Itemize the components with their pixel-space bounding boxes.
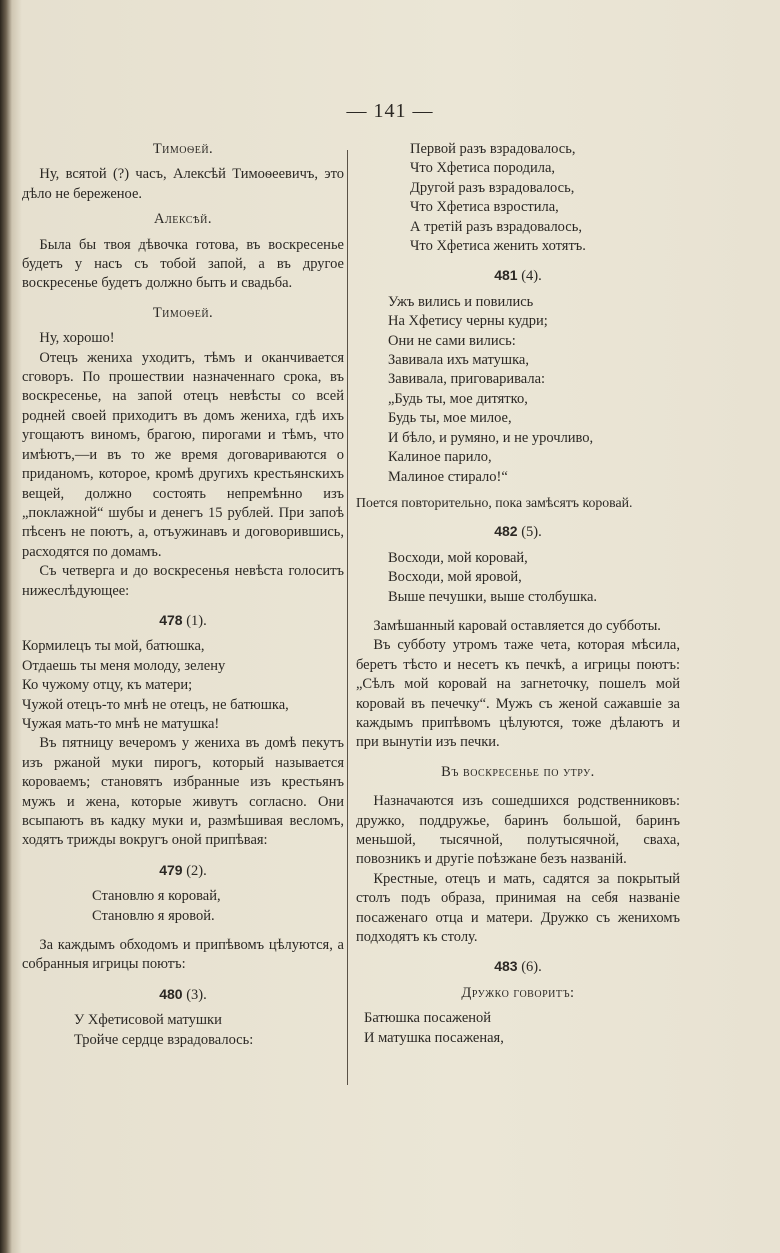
page-number: — 141 — <box>346 100 434 122</box>
verse <box>22 887 344 926</box>
paragraph: Назначаются изъ сошедшихся родственниковъ: дружко, поддружье, баринъ большой, баринъ меньшой, тысячной, полутысячной, сваха, повозникъ и другіе поѣзжане безъ названій. <box>356 793 680 868</box>
speaker-heading: Дружко говоритъ: <box>461 984 575 1001</box>
song-number-sub: (6). <box>517 959 542 976</box>
paragraph: За каждымъ обходомъ и припѣвомъ цѣлуются, а собранныя игрицы поютъ: <box>22 937 344 973</box>
paragraph: Ну, всятой (?) часъ, Алексѣй Тимоѳеевичъ, это дѣло не береженое. <box>22 166 344 202</box>
verse-line: Становлю я яровой. <box>92 907 215 924</box>
verse-line: Калиное парило, <box>388 449 492 466</box>
column-divider <box>347 150 348 1085</box>
song-number-sub: (3). <box>182 986 207 1003</box>
verse-line: Тройче сердце взрадовалось: <box>74 1031 254 1048</box>
song-number-value: 481 <box>494 267 518 284</box>
left-column <box>22 140 344 1050</box>
song-number-value: 478 <box>159 611 183 628</box>
verse <box>356 549 680 607</box>
paragraph: Съ четверга и до воскресенья невѣста голоситъ нижеслѣдующее: <box>22 563 344 599</box>
verse-line: Другой разъ взрадовалось, <box>410 179 575 196</box>
song-number-value: 482 <box>494 523 518 540</box>
paragraph: Замѣшанный каровай оставляется до субботы. <box>373 617 661 634</box>
verse-line: Отдаешь ты меня молоду, зелену <box>22 657 226 674</box>
song-number <box>22 611 344 631</box>
verse-line: Что Хфетиса взростила, <box>410 199 559 216</box>
song-number <box>356 522 680 542</box>
verse-line: Ко чужому отцу, къ матери; <box>22 677 193 694</box>
song-number <box>356 266 680 286</box>
verse-line: Что Хфетиса породила, <box>410 160 556 177</box>
verse-line: Восходи, мой коровай, <box>388 549 528 566</box>
verse-line: На Хфетису черны кудри; <box>388 313 548 330</box>
verse-line: Батюшка посаженой <box>364 1010 492 1027</box>
verse-line: Ужъ вились и повились <box>388 293 534 310</box>
paragraph: Была бы твоя дѣвочка готова, въ воскресенье будетъ у насъ съ тобой запой, а въ другое воскресенье будетъ должно быть и свадьба. <box>22 236 344 292</box>
paragraph: Ну, хорошо! <box>39 330 115 347</box>
section-heading: Въ воскресенье по утру. <box>441 763 595 780</box>
song-number-sub: (2). <box>182 862 207 879</box>
verse-line: Восходи, мой яровой, <box>388 569 522 586</box>
verse-line: Становлю я коровай, <box>92 888 221 905</box>
speaker-heading: Алексѣй. <box>153 211 212 228</box>
verse-line: Что Хфетиса женить хотятъ. <box>410 238 586 255</box>
verse-line: „Будь ты, мое дитятко, <box>388 390 528 407</box>
song-number-sub: (5). <box>517 524 542 541</box>
paragraph: Въ субботу утромъ таже чета, которая мѣсила, беретъ тѣсто и несетъ къ печкѣ, а игрицы поютъ: „Сѣлъ мой коровай на загнеточку, пошелъ мой коровай въ печечку“. Мужъ съ женой сажавшіе за каждымъ припѣвомъ цѣлуются, тоже дѣлаютъ и при вынутіи изъ печки. <box>356 637 680 751</box>
verse <box>356 140 680 256</box>
verse-line: Чужой отецъ-то мнѣ не отецъ, не батюшка, <box>22 696 289 713</box>
paragraph: Поется повторительно, пока замѣсятъ коровай. <box>356 494 633 510</box>
verse-line: Они не сами вились: <box>388 332 516 349</box>
speaker-heading: Тимоѳей. <box>152 304 214 321</box>
verse <box>356 1009 680 1048</box>
song-number-value: 479 <box>159 861 183 878</box>
verse-line: Кормилецъ ты мой, батюшка, <box>22 638 205 655</box>
verse-line: Малиное стирало!“ <box>388 468 508 485</box>
song-number-value: 480 <box>159 985 183 1002</box>
song-number-sub: (1). <box>182 612 207 629</box>
song-number-value: 483 <box>494 958 518 975</box>
verse-line: И бѣло, и румяно, и не урочливо, <box>388 429 594 446</box>
song-number-sub: (4). <box>517 268 542 285</box>
paragraph: Отецъ жениха уходитъ, тѣмъ и оканчивается сговоръ. По прошествии назначеннаго срока, въ воскресенье, на запой отецъ невѣсты со всей родней своей приходитъ въ домъ жениха, гдѣ ихъ угощаютъ виномъ, брагою, пирогами и тѣмъ, что имѣютъ,—и въ то же время договариваются о приданомъ, которое, кромѣ другихъ крестьянскихъ вещей, должно состоять непремѣнно изъ „поклажной“ шубы и денегъ 15 рублей. При запоѣ пѣсенъ не поютъ, а, отъужинавъ и договорившись, расходятся по домамъ. <box>22 349 344 560</box>
song-number <box>22 861 344 881</box>
paragraph: Крестные, отецъ и мать, садятся за покрытый столъ подъ образа, принимая на себя названіе посаженаго отца и матери. Дружко съ женихомъ подходятъ къ столу. <box>356 870 680 946</box>
verse <box>356 293 680 487</box>
speaker-heading: Тимоѳей. <box>152 141 214 157</box>
verse-line: А третій разъ взрадовалось, <box>410 218 582 235</box>
song-number <box>22 985 344 1005</box>
verse-line: Чужая мать-то мнѣ не матушка! <box>22 715 220 732</box>
verse-line: Первой разъ взрадовалось, <box>410 141 576 157</box>
verse-line: Будь ты, мое милое, <box>388 410 512 427</box>
verse-line: И матушка посаженая, <box>364 1029 504 1046</box>
verse-line: У Хфетисовой матушки <box>74 1012 222 1029</box>
verse <box>22 1011 344 1050</box>
verse-line: Завивала ихъ матушка, <box>388 352 529 369</box>
right-column <box>356 140 680 1048</box>
paragraph: Въ пятницу вечеромъ у жениха въ домѣ пекутъ изъ ржаной муки пирогъ, который называется короваемъ; становятъ избранные изъ крестьянъ мужъ и жена, которые живутъ согласно. Они всыпаютъ въ кадку муки и, размѣшивая весломъ, ходятъ трижды вокругъ оной припѣвая: <box>22 735 344 849</box>
song-number <box>356 957 680 977</box>
verse-line: Завивала, приговаривала: <box>388 371 546 388</box>
verse-line: Выше печушки, выше столбушка. <box>388 588 598 605</box>
verse <box>22 637 344 734</box>
